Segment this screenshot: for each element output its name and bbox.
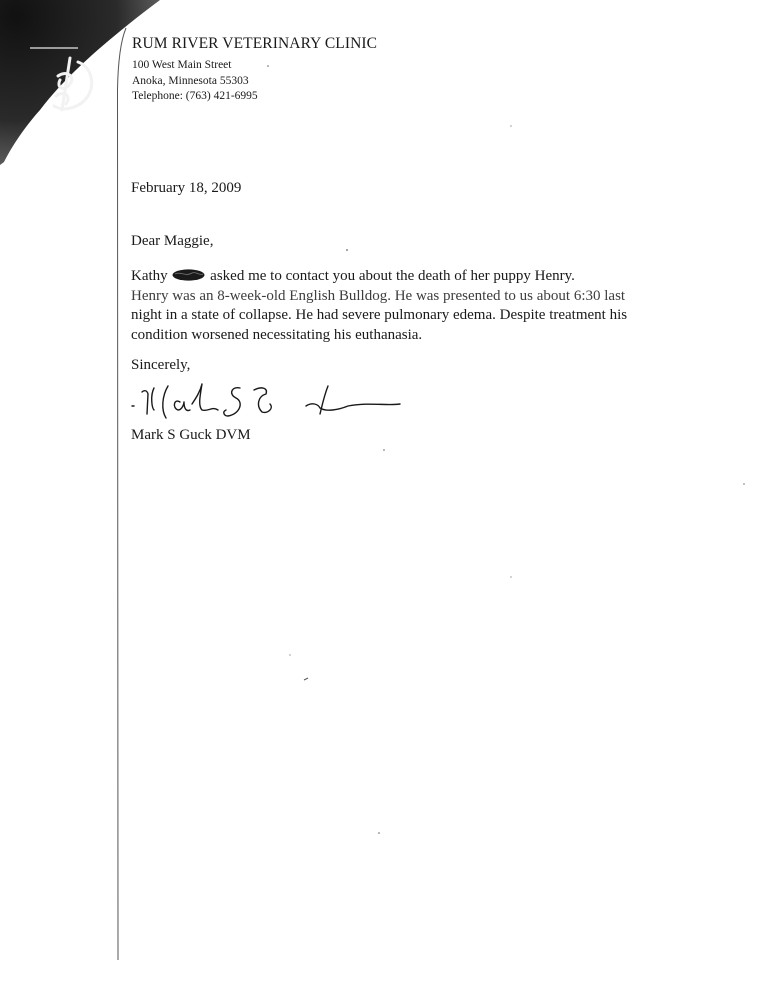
clinic-name: RUM RIVER VETERINARY CLINIC	[132, 35, 378, 52]
closing: Sincerely,	[131, 357, 191, 373]
body-line	[131, 267, 691, 287]
handwritten-signature	[128, 376, 408, 426]
body-line: night in a state of collapse. He had severe pulmonary edema. Despite treatment his	[131, 307, 628, 323]
body-line-1-start: Kathy	[131, 268, 172, 284]
body-line: condition worsened necessitating his euthanasia.	[131, 326, 423, 343]
city-state-zip: Anoka, Minnesota 55303	[132, 74, 249, 87]
body-line: Henry was an 8-week-old English Bulldog. He was presented to us about 6:30 last	[131, 287, 626, 304]
redaction-mark	[172, 269, 205, 281]
salutation: Dear Maggie,	[131, 233, 214, 249]
street-address: 100 West Main Street	[132, 59, 232, 71]
telephone: Telephone: (763) 421-6995	[132, 90, 258, 102]
letter-date: February 18, 2009	[131, 180, 242, 196]
letter-body	[131, 267, 691, 345]
letterhead	[132, 34, 377, 105]
signer-name: Mark S Guck DVM	[131, 427, 251, 443]
body-line-1-end: asked me to contact you about the death of her puppy Henry.	[206, 268, 575, 284]
